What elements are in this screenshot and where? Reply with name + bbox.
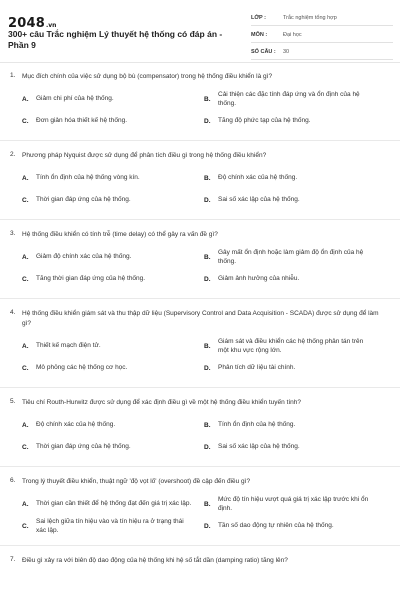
logo-suffix: .vn bbox=[45, 22, 57, 29]
question-text: Điều gì xảy ra với biên độ dao động của hệ thống khi hệ số tắt dần (damping ratio) tăng lên? bbox=[22, 557, 288, 564]
option-text: Tăng thời gian đáp ứng của hệ thống. bbox=[36, 275, 146, 283]
option-letter: B. bbox=[204, 174, 211, 182]
option-text: Sai số xác lập của hệ thống. bbox=[218, 196, 300, 204]
answer-option-b[interactable] bbox=[204, 167, 374, 189]
answer-option-d[interactable] bbox=[204, 189, 374, 211]
answer-option-c[interactable] bbox=[22, 515, 192, 537]
option-text: Độ chính xác của hệ thống. bbox=[218, 174, 298, 182]
question-number: 4. bbox=[10, 309, 16, 316]
option-letter: C. bbox=[22, 443, 29, 451]
meta-value: Trắc nghiệm tổng hợp bbox=[283, 14, 337, 21]
document-title: 300+ câu Trắc nghiệm Lý thuyết hệ thống có đáp án - Phần 9 bbox=[8, 29, 223, 50]
option-letter: C. bbox=[22, 117, 29, 125]
option-text: Giảm chi phí của hệ thống. bbox=[36, 95, 114, 103]
answer-options bbox=[22, 493, 390, 537]
option-text: Sai lệch giữa tín hiệu vào và tín hiệu ra ở trạng thái xác lập. bbox=[36, 517, 184, 534]
answer-option-b[interactable] bbox=[204, 88, 374, 110]
meta-value: Đại học bbox=[283, 31, 302, 38]
answer-option-a[interactable] bbox=[22, 493, 192, 515]
meta-value: 30 bbox=[283, 48, 290, 55]
meta-row-count bbox=[251, 44, 393, 60]
question-text: Hệ thống điều khiển giám sát và thu thập dữ liệu (Supervisory Control and Data Acquisition - SCADA) được sử dụng để làm gì? bbox=[22, 310, 379, 327]
question-text: Mục đích chính của việc sử dụng bộ bù (compensator) trong hệ thống điều khiển là gì? bbox=[22, 73, 273, 80]
meta-panel bbox=[251, 10, 393, 61]
option-letter: C. bbox=[22, 196, 29, 204]
answer-option-c[interactable] bbox=[22, 189, 192, 211]
option-text: Tính ổn định của hệ thống. bbox=[218, 421, 296, 429]
question-item bbox=[0, 220, 400, 299]
logo-number: 2048 bbox=[8, 16, 45, 31]
meta-row-class bbox=[251, 10, 393, 26]
meta-row-subject bbox=[251, 27, 393, 43]
question-item bbox=[0, 299, 400, 388]
option-letter: D. bbox=[204, 364, 211, 372]
question-item bbox=[0, 388, 400, 467]
option-letter: A. bbox=[22, 174, 29, 182]
question-text: Trong lý thuyết điều khiển, thuật ngữ 'độ vọt lố' (overshoot) đề cập đến điều gì? bbox=[22, 478, 251, 485]
option-letter: B. bbox=[204, 500, 211, 508]
option-text: Gây mất ổn định hoặc làm giảm độ ổn định của hệ thống. bbox=[218, 248, 364, 265]
answer-option-c[interactable] bbox=[22, 110, 192, 132]
option-text: Giám sát và điều khiển các hệ thống phân tán trên một khu vực rộng lớn. bbox=[218, 337, 364, 354]
option-letter: A. bbox=[22, 95, 29, 103]
answer-option-a[interactable] bbox=[22, 335, 192, 357]
question-text: Hệ thống điều khiển có tính trễ (time delay) có thể gây ra vấn đề gì? bbox=[22, 231, 218, 238]
question-item bbox=[0, 546, 400, 574]
option-letter: B. bbox=[204, 421, 211, 429]
option-letter: B. bbox=[204, 253, 211, 261]
answer-option-c[interactable] bbox=[22, 436, 192, 458]
question-list bbox=[0, 62, 400, 574]
question-text: Phương pháp Nyquist được sử dụng để phân tích điều gì trong hệ thống điều khiển? bbox=[22, 152, 267, 159]
option-letter: A. bbox=[22, 342, 29, 350]
option-text: Sai số xác lập của hệ thống. bbox=[218, 443, 300, 451]
meta-label: LỚP : bbox=[251, 14, 266, 21]
answer-option-a[interactable] bbox=[22, 246, 192, 268]
question-number: 2. bbox=[10, 151, 16, 158]
option-text: Thời gian đáp ứng của hệ thống. bbox=[36, 443, 131, 451]
question-number: 6. bbox=[10, 477, 16, 484]
answer-option-a[interactable] bbox=[22, 88, 192, 110]
answer-option-a[interactable] bbox=[22, 167, 192, 189]
option-text: Giảm độ chính xác của hệ thống. bbox=[36, 253, 132, 261]
option-letter: B. bbox=[204, 342, 211, 350]
option-text: Tính ổn định của hệ thống vòng kín. bbox=[36, 174, 140, 182]
answer-option-d[interactable] bbox=[204, 515, 374, 537]
option-letter: C. bbox=[22, 364, 29, 372]
option-letter: D. bbox=[204, 443, 211, 451]
option-text: Tăng độ phức tạp của hệ thống. bbox=[218, 117, 311, 125]
meta-label: SỐ CÂU : bbox=[251, 48, 276, 55]
answer-option-b[interactable] bbox=[204, 414, 374, 436]
option-letter: D. bbox=[204, 117, 211, 125]
answer-option-b[interactable] bbox=[204, 335, 374, 357]
option-text: Phân tích dữ liệu tài chính. bbox=[218, 364, 296, 372]
option-letter: A. bbox=[22, 421, 29, 429]
question-number: 7. bbox=[10, 556, 16, 563]
answer-options bbox=[22, 88, 390, 132]
option-text: Mô phỏng các hệ thống cơ học. bbox=[36, 364, 128, 372]
answer-option-d[interactable] bbox=[204, 357, 374, 379]
answer-options bbox=[22, 167, 390, 211]
option-letter: A. bbox=[22, 253, 29, 261]
answer-option-d[interactable] bbox=[204, 268, 374, 290]
option-letter: D. bbox=[204, 522, 211, 530]
option-text: Mức độ tín hiệu vượt quá giá trị xác lập trước khi ổn định. bbox=[218, 495, 369, 512]
answer-option-c[interactable] bbox=[22, 268, 192, 290]
option-letter: A. bbox=[22, 500, 29, 508]
answer-option-d[interactable] bbox=[204, 110, 374, 132]
option-letter: B. bbox=[204, 95, 211, 103]
option-text: Thiết kế mạch điện tử. bbox=[36, 342, 101, 350]
option-text: Giảm ảnh hưởng của nhiễu. bbox=[218, 275, 300, 283]
answer-options bbox=[22, 335, 390, 379]
meta-label: MÔN : bbox=[251, 31, 268, 38]
question-number: 3. bbox=[10, 230, 16, 237]
answer-option-c[interactable] bbox=[22, 357, 192, 379]
answer-options bbox=[22, 246, 390, 290]
option-letter: D. bbox=[204, 275, 211, 283]
option-letter: D. bbox=[204, 196, 211, 204]
question-item bbox=[0, 467, 400, 546]
question-item bbox=[0, 62, 400, 141]
option-text: Cải thiện các đặc tính đáp ứng và ổn định của hệ thống. bbox=[218, 90, 360, 107]
option-text: Thời gian cần thiết để hệ thống đạt đến giá trị xác lập. bbox=[36, 500, 192, 508]
answer-option-b[interactable] bbox=[204, 246, 374, 268]
question-text: Tiêu chí Routh-Hurwitz được sử dụng để xác định điều gì về một hệ thống điều khiển tuyến tính? bbox=[22, 399, 302, 406]
option-letter: C. bbox=[22, 275, 29, 283]
answer-option-d[interactable] bbox=[204, 436, 374, 458]
answer-option-b[interactable] bbox=[204, 493, 374, 515]
document-header bbox=[0, 0, 400, 63]
question-item bbox=[0, 141, 400, 220]
option-text: Thời gian đáp ứng của hệ thống. bbox=[36, 196, 131, 204]
answer-option-a[interactable] bbox=[22, 414, 192, 436]
option-text: Đơn giản hóa thiết kế hệ thống. bbox=[36, 117, 127, 125]
answer-options bbox=[22, 414, 390, 458]
question-number: 5. bbox=[10, 398, 16, 405]
option-text: Độ chính xác của hệ thống. bbox=[36, 421, 116, 429]
question-number: 1. bbox=[10, 72, 16, 79]
option-text: Tần số dao động tự nhiên của hệ thống. bbox=[218, 522, 334, 530]
option-letter: C. bbox=[22, 522, 29, 530]
